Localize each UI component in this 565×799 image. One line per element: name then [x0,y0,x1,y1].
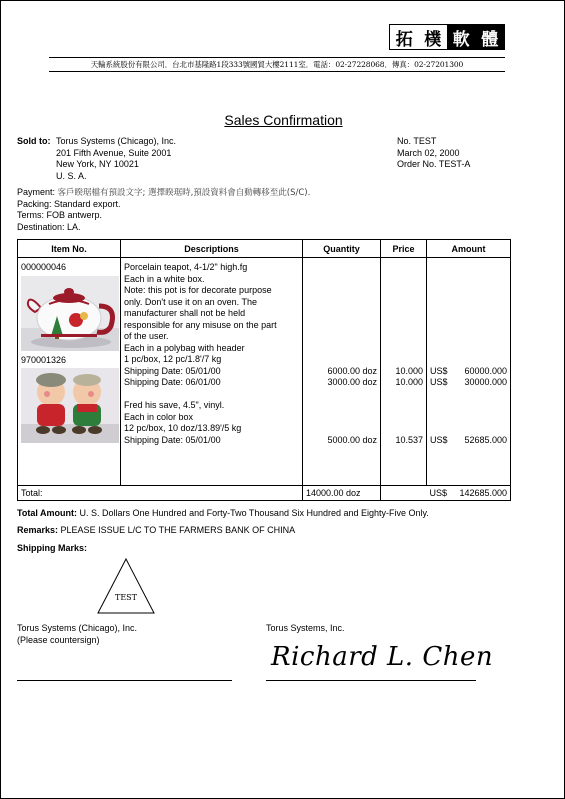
total-price-blank [381,486,427,501]
item-description [124,400,299,446]
desc-line: Note: this pot is for decorate purpose [124,285,272,295]
desc-line: 12 pc/box, 10 doz/13.89'/5 kg [124,423,242,433]
payment-line [17,187,310,199]
document-title: Sales Confirmation [224,112,343,128]
dolls-image [21,368,119,443]
amount-cell [427,258,511,486]
packing-line: Packing: Standard export. [17,198,121,209]
header-rule-bottom [49,71,505,72]
seller-name: Torus Systems, Inc. [266,623,345,633]
header-item-no: Item No. [18,240,121,258]
address-line: 201 Fifth Avenue, Suite 2001 [56,147,172,158]
address-line: Torus Systems (Chicago), Inc. [56,136,177,146]
logo-char-3: 軟 [447,25,476,49]
desc-line: of the user. [124,331,169,341]
currency: US$ [429,488,448,498]
currency: US$ [430,377,448,387]
desc-line: 1 pc/box, 12 pc/1.8'/7 kg [124,354,222,364]
terms-block [17,187,310,233]
price-cell [381,258,427,486]
desc-line: Each in a polybag with header [124,342,245,353]
logo-char-4: 體 [476,25,505,49]
price-value: 10.000 [395,365,423,376]
desc-line: Shipping Date: 05/01/00 [124,365,221,376]
descriptions-cell [121,258,303,486]
header-quantity: Quantity [303,240,381,258]
price-value: 10.537 [395,434,423,445]
address-line: New York, NY 10021 [56,159,139,169]
logo-char-1: 拓 [395,29,413,50]
document-date: March 02, 2000 [397,147,460,158]
seller-signature: Richard L. Chen [271,642,494,672]
shipping-mark-text: TEST [115,593,137,602]
desc-line: Each in a white box. [124,273,205,284]
document-number: No. TEST [397,136,437,146]
table-header-row [18,240,511,258]
payment-value: 客戶睽琚檔有預設文字; 選擇睽琚時,預設資料會自動轉移至此(S/C). [57,188,311,198]
remarks-text: PLEASE ISSUE L/C TO THE FARMERS BANK OF CHINA [60,525,296,535]
teapot-photo [21,276,119,351]
desc-line: manufacturer shall not be held [124,308,246,318]
items-table [17,239,511,501]
document-info [397,136,470,171]
amount-row [430,377,507,389]
sold-to-address [56,136,176,182]
desc-line: Each in color box [124,411,194,422]
desc-line: Shipping Date: 05/01/00 [124,434,221,445]
desc-line: Shipping Date: 06/01/00 [124,377,221,387]
desc-line: Fred his save, 4.5", vinyl. [124,400,225,410]
dolls-photo [21,368,119,443]
header-amount: Amount [427,240,511,258]
sold-to-label: Sold to: [17,136,51,146]
quantity-value: 6000.00 doz [327,365,377,376]
seller-signature-line [266,680,476,681]
quantity-cell [303,258,381,486]
total-amount-cell [427,486,511,501]
desc-line: Porcelain teapot, 4-1/2" high.fg [124,262,248,272]
quantity-value: 5000.00 doz [327,434,377,445]
shipping-marks-label: Shipping Marks: [17,543,88,553]
item-no: 000000046 [21,262,67,272]
amount-value: 60000.000 [464,365,507,376]
destination-line: Destination: LA. [17,221,81,232]
amount-value: 52685.000 [464,434,507,445]
price-value: 10.000 [395,377,423,387]
amount-value: 30000.000 [464,377,507,387]
order-number: Order No. TEST-A [397,159,471,169]
buyer-signature-block [17,623,137,646]
company-address-line: 天輪系統股份有限公司．台北市基隆路1段333號國貿大樓2111室．電話：02-27228068．傳真：02-27201300 [90,60,464,69]
total-label: Total: [18,486,121,501]
total-amount-words [17,508,429,520]
countersign-note: (Please countersign) [17,634,100,645]
address-line: U. S. A. [56,170,87,181]
shipping-mark-triangle [96,557,156,615]
payment-label: Payment: [17,187,58,197]
desc-line: only. Don't use it on an oven. The [124,296,257,307]
currency: US$ [430,365,448,376]
total-amount-value: 142685.000 [459,488,507,498]
header-rule-top [49,57,505,58]
total-amount-label: Total Amount: [17,508,77,518]
total-quantity: 14000.00 doz [303,486,381,501]
header-price: Price [381,240,427,258]
total-amount-row [430,488,508,498]
amount-row [430,366,507,378]
total-row [18,486,511,501]
logo-char-2: 樸 [424,29,442,50]
total-spacer [121,486,303,501]
total-amount-text: U. S. Dollars One Hundred and Forty-Two Thousand Six Hundred and Eighty-Five Only. [79,508,429,518]
currency: US$ [430,434,448,445]
quantity-value: 3000.00 doz [327,377,377,387]
remarks-label: Remarks: [17,525,59,535]
teapot-image [21,276,119,351]
item-no-cell [18,258,121,486]
buyer-signature-line [17,680,232,681]
desc-line: responsible for any misuse on the part [124,319,277,330]
buyer-name: Torus Systems (Chicago), Inc. [17,623,138,633]
table-body-row [18,258,511,486]
amount-row [430,435,507,447]
header-descriptions: Descriptions [121,240,303,258]
remarks [17,525,295,537]
company-logo [389,24,505,50]
item-description [124,262,299,389]
terms-line: Terms: FOB antwerp. [17,210,103,220]
item-no: 970001326 [21,354,67,365]
